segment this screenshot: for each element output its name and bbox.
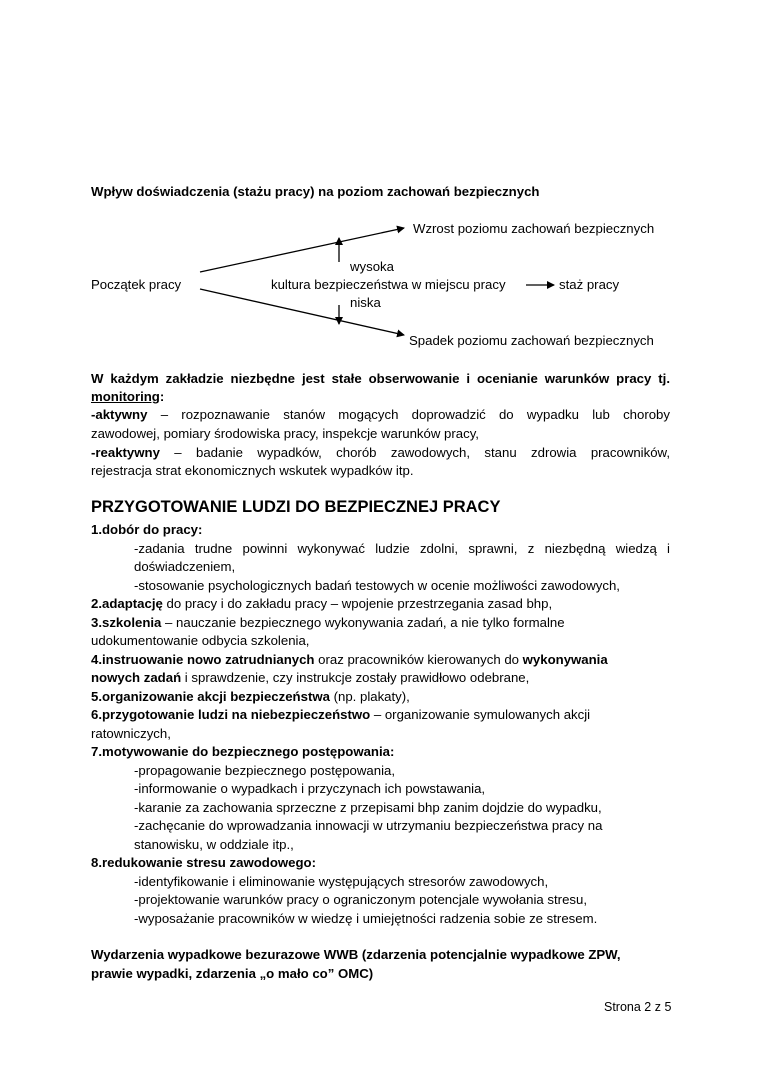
item-1-title: 1.dobór do pracy:	[91, 522, 203, 537]
item-1-a: -zadania trudne powinni wykonywać ludzie zdolni, sprawni, z niezbędną wiedzą i	[134, 541, 670, 556]
preparation-heading: PRZYGOTOWANIE LUDZI DO BEZPIECZNEJ PRACY	[91, 498, 501, 516]
item-6: 6.przygotowanie ludzi na niebezpieczeństwo – organizowanie symulowanych akcji	[91, 707, 591, 722]
item-7-a: -propagowanie bezpiecznego postępowania,	[134, 763, 396, 778]
item-8-b: -projektowanie warunków pracy o ograniczonym potencjale wywołania stresu,	[134, 892, 587, 907]
item-7-d-cont: stanowisku, w oddziale itp.,	[134, 837, 294, 852]
diagram-bottom-outcome: Spadek poziomu zachowań bezpiecznych	[409, 333, 654, 348]
diagram-start: Początek pracy	[91, 277, 182, 292]
item-2: 2.adaptację do pracy i do zakładu pracy – wpojenie przestrzegania zasad bhp,	[91, 596, 553, 611]
item-7-d: -zachęcanie do wprowadzania innowacji w utrzymaniu bezpieczeństwa pracy na	[134, 818, 603, 833]
item-3: 3.szkolenia – nauczanie bezpiecznego wykonywania zadań, a nie tylko formalne	[91, 615, 565, 630]
section-title: Wpływ doświadczenia (stażu pracy) na poziom zachowań bezpiecznych	[91, 184, 540, 199]
item-1-b: -stosowanie psychologicznych badań testowych w ocenie możliwości zawodowych,	[134, 578, 620, 593]
wwb-heading-cont: prawie wypadki, zdarzenia „o mało co” OMC)	[91, 966, 374, 981]
diagram-top-outcome: Wzrost poziomu zachowań bezpiecznych	[413, 221, 655, 236]
item-4-cont: nowych zadań i sprawdzenie, czy instrukcje zostały prawidłowo odebrane,	[91, 670, 530, 685]
item-6-cont: ratowniczych,	[91, 726, 171, 741]
item-7-title: 7.motywowanie do bezpiecznego postępowania:	[91, 744, 395, 759]
monitoring-active-cont: zawodowej, pomiary środowiska pracy, inspekcje warunków pracy,	[91, 426, 479, 441]
item-5: 5.organizowanie akcji bezpieczeństwa (np. plakaty),	[91, 689, 410, 704]
monitoring-intro: W każdym zakładzie niezbędne jest stałe obserwowanie i ocenianie warunków pracy tj.	[91, 371, 670, 386]
monitoring-reactive-cont: rejestracja strat ekonomicznych wskutek wypadków itp.	[91, 463, 414, 478]
monitoring-reactive: -reaktywny – badanie wypadków, chorób zawodowych, stanu zdrowia pracowników,	[91, 445, 670, 460]
diagram-middle: kultura bezpieczeństwa w miejscu pracy	[271, 277, 506, 292]
monitoring-word: monitoring:	[91, 389, 165, 404]
item-1-a-cont: doświadczeniem,	[134, 559, 236, 574]
item-8-c: -wyposażanie pracowników w wiedzę i umiejętności radzenia sobie ze stresem.	[134, 911, 598, 926]
item-8-a: -identyfikowanie i eliminowanie występujących stresorów zawodowych,	[134, 874, 549, 889]
item-4: 4.instruowanie nowo zatrudnianych oraz pracowników kierowanych do wykonywania	[91, 652, 608, 667]
wwb-heading: Wydarzenia wypadkowe bezurazowe WWB (zdarzenia potencjalnie wypadkowe ZPW,	[91, 947, 621, 962]
monitoring-active: -aktywny – rozpoznawanie stanów mogących doprowadzić do wypadku lub choroby	[91, 407, 670, 422]
item-8-title: 8.redukowanie stresu zawodowego:	[91, 855, 316, 870]
diagram-high: wysoka	[350, 259, 394, 274]
item-7-c: -karanie za zachowania sprzeczne z przepisami bhp zanim dojdzie do wypadku,	[134, 800, 602, 815]
diagram-experience: staż pracy	[559, 277, 620, 292]
diagram-low: niska	[350, 295, 381, 310]
page-number: Strona 2 z 5	[604, 1000, 672, 1014]
item-3-cont: udokumentowanie odbycia szkolenia,	[91, 633, 310, 648]
item-7-b: -informowanie o wypadkach i przyczynach ich powstawania,	[134, 781, 486, 796]
